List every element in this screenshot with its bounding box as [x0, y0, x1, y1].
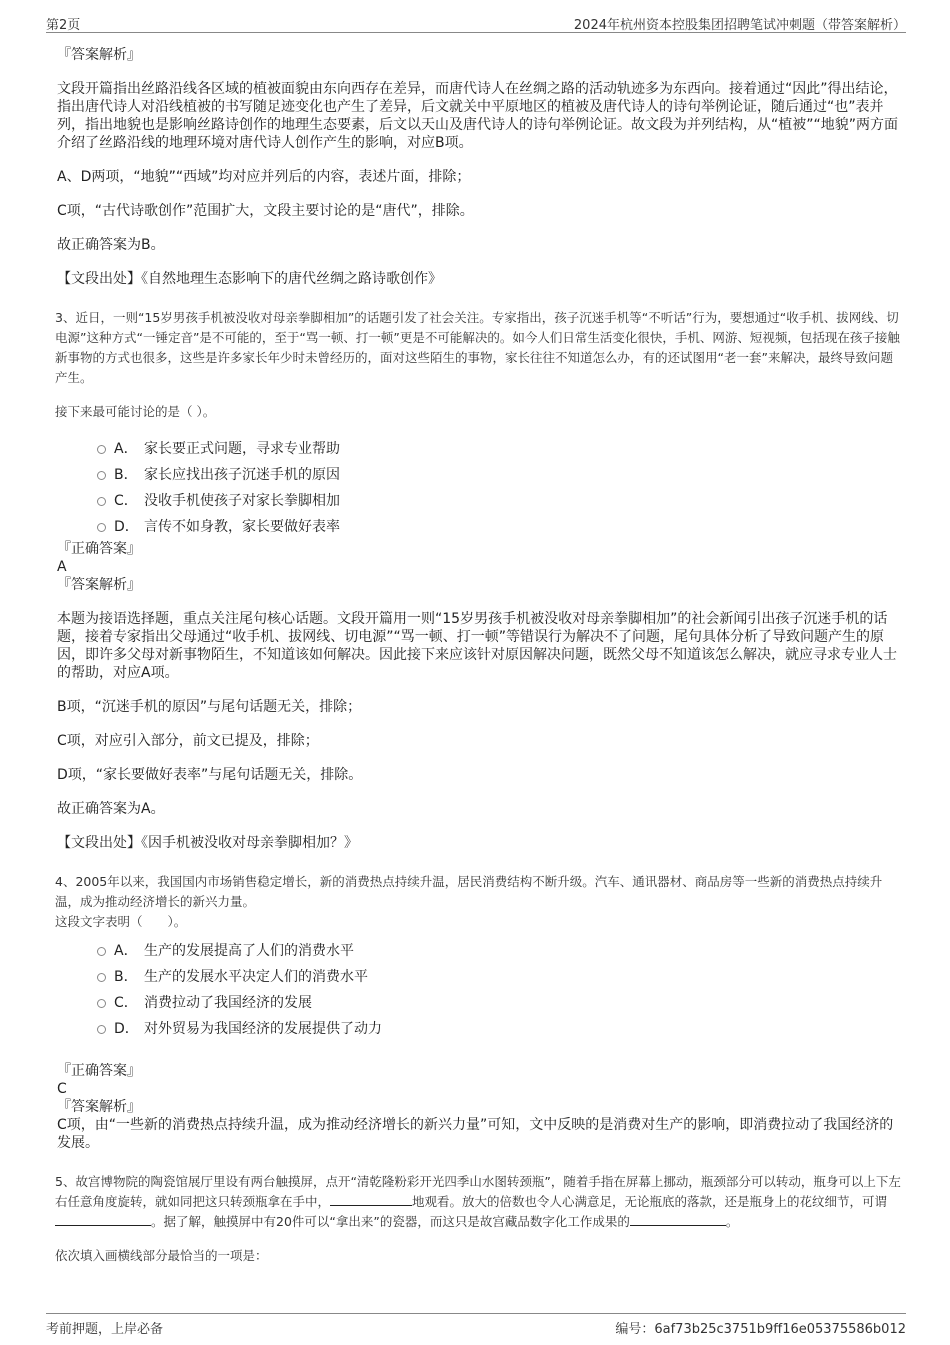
option-key: D． [114, 519, 139, 535]
q4-question: 这段文字表明（ ）。 [55, 914, 187, 929]
option-text: 家长应找出孩子沉迷手机的原因 [144, 467, 340, 483]
fill-blank [55, 1213, 151, 1226]
q3-analysis-paragraph: B项，“沉迷手机的原因”与尾句话题无关，排除； [57, 699, 362, 715]
q2-analysis-paragraph: 故正确答案为B。 [57, 237, 165, 253]
q3-option-d[interactable] [97, 514, 902, 540]
q4-answer-label: 『正确答案』 [57, 1063, 141, 1079]
radio-icon[interactable] [97, 471, 106, 480]
q2-analysis-label: 『答案解析』 [57, 47, 141, 63]
option-key: C． [114, 995, 138, 1011]
radio-icon[interactable] [97, 973, 106, 982]
option-text: 生产的发展水平决定人们的消费水平 [144, 969, 368, 985]
option-key: C． [114, 493, 138, 509]
q4-option-a[interactable] [97, 938, 902, 964]
q5-stem-part: 5、故宫博物院的陶瓷馆展厅里设有两台触摸屏，点开“清乾隆粉彩开光四季山水图转颈瓶”，随着手指在屏幕上挪动，瓶颈部分可以转动，瓶身可以上下左右任意角度旋转，就如同把这只转颈瓶拿在手中， [55, 1174, 901, 1209]
page-footer [46, 1313, 906, 1340]
option-key: B． [114, 467, 138, 483]
page-content [57, 46, 902, 1266]
q3-stem: 3、近日，一则“15岁男孩手机被没收对母亲拳脚相加”的话题引发了社会关注。专家指出，孩子沉迷手机等“不听话”行为，要想通过“收手机、拔网线、切电源”这种方式“一锤定音”是不可能的，至于“骂一顿、打一顿”更是不可能解决的。如今人们日常生活变化很快，手机、网游、短视频，包括现在孩子接触新事物的方式也很多，这些是许多家长年少时未曾经历的，面对这些陌生的事物，家长往往不知道怎么办，有的还试图用“老一套”来解决，最终导致问题产生。 [55, 310, 900, 385]
q4-option-d[interactable] [97, 1016, 902, 1042]
option-text: 没收手机使孩子对家长拳脚相加 [144, 493, 340, 509]
q3-analysis-label: 『答案解析』 [57, 577, 141, 593]
radio-icon[interactable] [97, 497, 106, 506]
q5-stem-part: 。据了解，触摸屏中有20件可以“拿出来”的瓷器，而这只是故宫藏品数字化工作成果的 [151, 1214, 630, 1229]
option-text: 言传不如身教，家长要做好表率 [144, 519, 340, 535]
q4-options [57, 938, 902, 1042]
q3-source: 【文段出处】《因手机被没收对母亲拳脚相加？》 [57, 835, 358, 851]
q2-source: 【文段出处】《自然地理生态影响下的唐代丝绸之路诗歌创作》 [57, 271, 442, 287]
q4-option-b[interactable] [97, 964, 902, 990]
q4-stem: 4、2005年以来，我国国内市场销售稳定增长，新的消费热点持续升温，居民消费结构不断升级。汽车、通讯器材、商品房等一些新的消费热点持续升温，成为推动经济增长的新兴力量。 [55, 874, 883, 909]
page-number: 第2页 [46, 18, 81, 33]
fill-blank [630, 1213, 726, 1226]
fill-blank [330, 1193, 412, 1206]
radio-icon[interactable] [97, 445, 106, 454]
q3-analysis-paragraph: D项，“家长要做好表率”与尾句话题无关，排除。 [57, 767, 363, 783]
option-text: 家长要正式问题，寻求专业帮助 [144, 441, 340, 457]
q2-analysis-paragraph: 文段开篇指出丝路沿线各区域的植被面貌由东向西存在差异，而唐代诗人在丝绸之路的活动轨迹多为东西向。接着通过“因此”得出结论，指出唐代诗人对沿线植被的书写随足迹变化也产生了差异，后文就关中平原地区的植被及唐代诗人的诗句举例论证，随后通过“也”表并列，指出地貌也是影响丝路诗创作的地理生态要素，后文以天山及唐代诗人的诗句举例论证。故文段为并列结构，从“植被”“地貌”两方面介绍了丝路沿线的地理环境对唐代诗人创作产生的影响，对应B项。 [57, 81, 899, 151]
q3-option-c[interactable] [97, 488, 902, 514]
document-code: 编号：6af73b25c3751b9ff16e05375586b012 [615, 1322, 906, 1337]
option-text: 对外贸易为我国经济的发展提供了动力 [144, 1021, 382, 1037]
option-key: A． [114, 943, 138, 959]
q5-stem-part: 地观看。放大的倍数也令人心满意足，无论瓶底的落款，还是瓶身上的花纹细节，可谓 [412, 1194, 888, 1209]
q5-stem-part: 。 [725, 1214, 739, 1229]
page-header [46, 10, 906, 33]
q2-analysis-paragraph: A、D两项，“地貌”“西域”均对应并列后的内容，表述片面，排除； [57, 169, 471, 185]
q4-analysis-paragraph: C项，由“一些新的消费热点持续升温，成为推动经济增长的新兴力量”可知，文中反映的是消费对生产的影响，即消费拉动了我国经济的发展。 [57, 1117, 894, 1151]
q4-analysis-label: 『答案解析』 [57, 1099, 141, 1115]
option-key: D． [114, 1021, 139, 1037]
q3-option-a[interactable] [97, 436, 902, 462]
radio-icon[interactable] [97, 999, 106, 1008]
option-text: 生产的发展提高了人们的消费水平 [144, 943, 354, 959]
q3-analysis-paragraph: 本题为接语选择题，重点关注尾句核心话题。文段开篇用一则“15岁男孩手机被没收对母亲拳脚相加”的社会新闻引出孩子沉迷手机的话题，接着专家指出父母通过“收手机、拔网线、切电源”“骂一顿、打一顿”等错误行为解决不了问题，尾句具体分析了导致问题产生的原因，即许多父母对新事物陌生，不知道该如何解决。因此接下来应该针对原因解决问题，既然父母不知道该怎么解决，就应寻求专业人士的帮助，对应A项。 [57, 611, 897, 681]
q3-answer: A [57, 559, 67, 575]
q4-answer: C [57, 1081, 67, 1097]
radio-icon[interactable] [97, 523, 106, 532]
option-key: A． [114, 441, 138, 457]
q3-analysis-paragraph: 故正确答案为A。 [57, 801, 165, 817]
q3-question: 接下来最可能讨论的是（ ）。 [55, 404, 216, 419]
footer-slogan: 考前押题，上岸必备 [46, 1322, 164, 1337]
document-title: 2024年杭州资本控股集团招聘笔试冲刺题（带答案解析） [573, 18, 906, 33]
q3-options [57, 436, 902, 540]
radio-icon[interactable] [97, 1025, 106, 1034]
option-text: 消费拉动了我国经济的发展 [144, 995, 312, 1011]
q5-stem [55, 1172, 902, 1232]
radio-icon[interactable] [97, 947, 106, 956]
option-key: B． [114, 969, 138, 985]
q3-option-b[interactable] [97, 462, 902, 488]
q5-question: 依次填入画横线部分最恰当的一项是： [55, 1248, 268, 1263]
q3-answer-label: 『正确答案』 [57, 541, 141, 557]
q4-option-c[interactable] [97, 990, 902, 1016]
q2-analysis-paragraph: C项，“古代诗歌创作”范围扩大，文段主要讨论的是“唐代”，排除。 [57, 203, 474, 219]
q3-analysis-paragraph: C项，对应引入部分，前文已提及，排除； [57, 733, 319, 749]
